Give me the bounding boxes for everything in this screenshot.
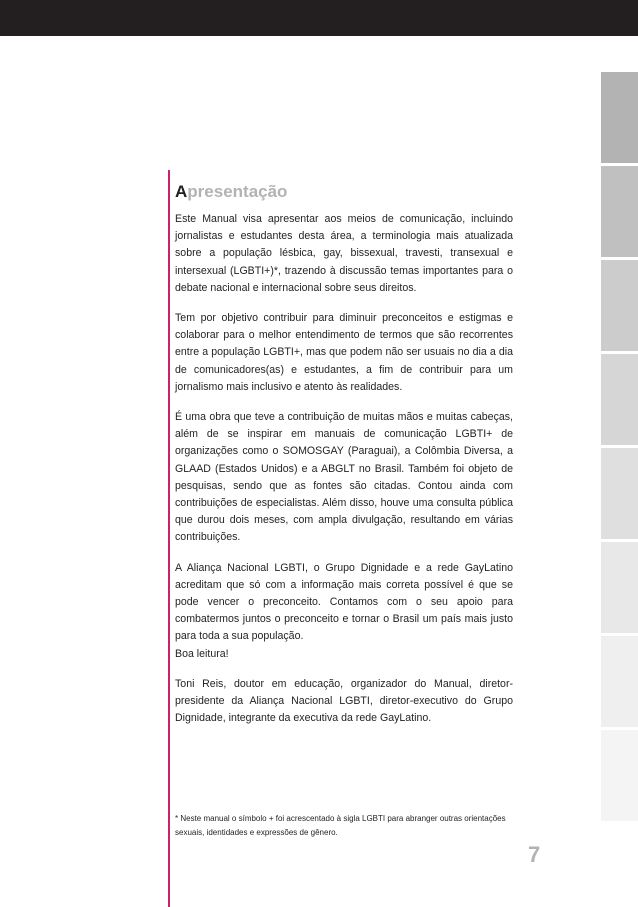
page-number: 7 [528,842,541,867]
section-tab [601,448,638,539]
paragraph-text: Tem por objetivo contribuir para diminuir preconceitos e estigmas e colaborar para o melhor entendimento de termos que são recorrentes entre a população LGBTI+, mas que podem não ser usuais no dia a dia de comunicadores(as) e estudantes, a fim de contribuir para um jornalismo mais inclusivo e atento às realidades. [175,312,513,393]
paragraph [175,211,513,297]
accent-rule [168,170,170,907]
section-tab [601,354,638,445]
section-tab [601,260,638,351]
paragraph [175,310,513,396]
section-tab [601,730,638,821]
body-text [175,211,513,727]
paragraph-text: A Aliança Nacional LGBTI, o Grupo Dignidade e a rede GayLatino acreditam que só com a informação mais correta possível é que se pode vencer o preconceito. Contamos com o seu apoio para combatermos juntos o preconceito e tornar o Brasil um país mais justo para toda a sua população. [175,561,513,643]
paragraph [175,560,513,663]
paragraph-text: É uma obra que teve a contribuição de muitas mãos e muitas cabeças, além de se inspirar em manuais de comunicação LGBTI+ de organizações como o SOMOSGAY (Paraguai), a Colômbia Diversa, a GLAAD (Estados Unidos) e a ABGLT no Brasil. Também foi objeto de pesquisas, sendo que as fontes são citadas. Contou ainda com contribuições de especialistas. Além disso, houve uma consulta pública que durou dois meses, com ampla divulgação, resultando em várias contribuições. [175,411,513,544]
paragraph-text: Este Manual visa apresentar aos meios de comunicação, incluindo jornalistas e estudantes desta área, a terminologia mais atualizada sobre a população lésbica, gay, bissexual, travesti, transexual e intersexual (LGBTI+)*, trazendo à discussão temas importantes para o debate nacional e internacional sobre seus direitos. [175,213,513,294]
section-tabs [601,72,638,824]
section-tab [601,636,638,727]
section-tab [601,166,638,257]
top-bar [0,0,638,36]
page-title [175,181,513,203]
paragraph-text: Toni Reis, doutor em educação, organizador do Manual, diretor-presidente da Aliança Nacional LGBTI, diretor-executivo do Grupo Dignidade, integrante da executiva da rede GayLatino. [175,677,513,725]
section-tab [601,542,638,633]
footnote: * Neste manual o símbolo + foi acrescentado à sigla LGBTI para abranger outras orientações sexuais, identidades e expressões de gênero. [175,814,506,837]
paragraph-text: Boa leitura! [175,647,229,660]
title-rest: presentação [187,182,288,201]
section-tab [601,72,638,163]
main-content [175,181,513,740]
title-initial: A [175,182,188,201]
paragraph [175,409,513,547]
paragraph [175,676,513,728]
